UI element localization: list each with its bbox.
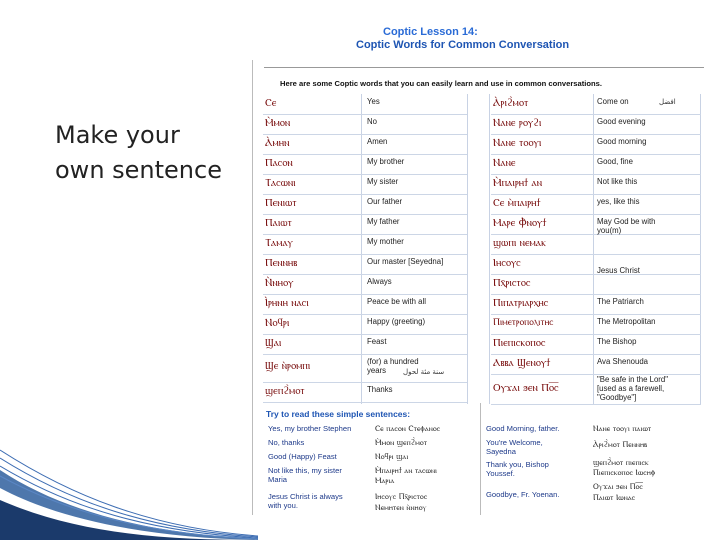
coptic-word: Ⲥⲉ <box>265 97 277 109</box>
practice-coptic: Ⲛⲟϥⲣⲓ ϣⲁⲓ <box>375 452 409 461</box>
english-meaning: (for) a hundred <box>367 357 419 366</box>
practice-heading: Try to read these simple sentences: <box>266 409 411 419</box>
vocab-row-right <box>491 134 701 155</box>
coptic-word: Ⲡⲓⲙⲉⲧⲣⲟⲡⲟⲗⲓⲧⲏⲥ <box>493 317 554 328</box>
coptic-word: Ⲛⲁⲛⲉ <box>493 157 516 169</box>
practice-english: Good Morning, father. <box>486 424 560 433</box>
vocabulary-table <box>263 94 701 404</box>
caption-line-1: Make your <box>55 121 180 149</box>
arabic-note: سنة مئة لحول <box>403 368 445 376</box>
english-meaning: Always <box>367 277 392 286</box>
vocab-row-right <box>491 374 701 405</box>
coptic-word: Ⲁ̀ⲣⲓϩ̀ⲙⲟⲧ <box>493 97 529 109</box>
coptic-word: Ⲁⲃⲃⲁ Ϣⲉⲛⲟⲩϯ <box>493 357 551 369</box>
coptic-word: Ⲡⲓⲉⲡⲓⲥⲕⲟⲡⲟⲥ <box>493 337 546 349</box>
vocab-row-left <box>263 134 467 155</box>
coptic-word: Ⲟⲩϫⲁⲓ ϧⲉⲛ Ⲡⲟ̅ⲥ̅ <box>493 382 559 394</box>
english-meaning: Ava Shenouda <box>597 357 649 366</box>
vocab-row-right <box>491 274 701 295</box>
vocab-row-right <box>491 294 701 315</box>
vocab-row-right <box>491 214 701 235</box>
english-meaning: My brother <box>367 157 405 166</box>
english-meaning: Come on <box>597 97 629 106</box>
practice-coptic-line2: Ⲙⲁⲣⲓⲁ <box>375 476 395 485</box>
practice-english: Not like this, my sister <box>268 466 342 475</box>
lesson-title: Coptic Lesson 14: <box>383 26 478 38</box>
vocab-row-left <box>263 154 467 175</box>
lesson-document <box>258 0 720 540</box>
vocab-row-right <box>491 234 701 255</box>
decorative-swoosh <box>0 440 258 540</box>
english-meaning: Feast <box>367 337 387 346</box>
practice-coptic: Ⲁ̀ⲣⲓϩ̀ⲙⲟⲧ Ⲡⲉⲛⲛⲏⲃ <box>593 440 648 449</box>
coptic-word: Ⲙ̀ⲙⲟⲛ <box>265 117 291 129</box>
lesson-subtitle: Coptic Words for Common Conversation <box>356 39 570 51</box>
english-meaning: The Metropolitan <box>597 317 656 326</box>
english-meaning: Jesus Christ <box>597 266 640 275</box>
english-meaning: Peace be with all <box>367 297 426 306</box>
english-meaning: My sister <box>367 177 399 186</box>
vocab-row-right <box>491 174 701 195</box>
coptic-word: Ⲡⲓⲡⲁⲧⲣⲓⲁⲣⲭⲏⲥ <box>493 297 549 309</box>
practice-coptic: Ⲟⲩϫⲁⲓ ϧⲉⲛ Ⲡⲟ̅ⲥ̅ <box>593 482 643 491</box>
english-meaning-line2: years <box>367 366 387 375</box>
vocab-row-right <box>491 334 701 355</box>
english-meaning: May God be with <box>597 217 656 226</box>
english-meaning: My father <box>367 217 400 226</box>
practice-english: Jesus Christ is always <box>268 492 343 501</box>
practice-coptic: Ⲥⲉ ⲡⲁⲥⲟⲛ Ⲥⲧⲉⲫⲁⲛⲟⲥ <box>375 424 441 433</box>
practice-divider <box>480 403 481 515</box>
english-meaning: Thanks <box>367 385 393 394</box>
intro-text: Here are some Coptic words that you can easily learn and use in common conversations. <box>280 79 602 88</box>
english-meaning: Good morning <box>597 137 647 146</box>
english-meaning: "Be safe in the Lord" <box>597 375 668 384</box>
coptic-word: Ⲁ̀ⲙⲏⲛ <box>265 137 290 149</box>
vocab-row-right <box>491 114 701 135</box>
practice-english-line2: Sayedna <box>486 447 516 456</box>
practice-coptic: Ⲙ̀ⲡⲁⲓⲣⲏϯ ⲁⲛ ⲧⲁⲥⲱⲛⲓ <box>375 466 437 475</box>
vocab-row-left <box>263 114 467 135</box>
practice-english-line2: with you. <box>268 501 298 510</box>
coptic-word: Ⲡⲁⲓⲱⲧ <box>265 217 292 229</box>
english-meaning: My mother <box>367 237 404 246</box>
english-meaning-line2: you(m) <box>597 226 622 235</box>
arabic-note: افضل <box>659 98 676 106</box>
vocab-row-left <box>263 354 467 383</box>
coptic-word: Ⲙⲁⲣⲉ Ⲫ̀ⲛⲟⲩϯ <box>493 217 547 229</box>
practice-coptic: ϣⲉⲡϩ̀ⲙⲟⲧ ⲡⲓⲉⲡⲓⲥⲕ <box>593 458 649 467</box>
practice-english: No, thanks <box>268 438 305 447</box>
english-meaning: No <box>367 117 377 126</box>
coptic-word: Ϣⲁⲓ <box>265 337 282 349</box>
coptic-word: Ⲛ̀ⲛⲏⲟⲩ <box>265 277 294 289</box>
vocab-row-right <box>491 154 701 175</box>
english-meaning-line3: "Goodbye"] <box>597 393 637 402</box>
english-meaning: Our master [Seyedna] <box>367 257 444 266</box>
english-meaning: Yes <box>367 97 380 106</box>
vocab-row-left <box>263 94 467 115</box>
vocab-row-left <box>263 334 467 355</box>
practice-english: Good (Happy) Feast <box>268 452 337 461</box>
vocab-row-left <box>263 314 467 335</box>
caption-line-2: own sentence <box>55 156 222 184</box>
coptic-word: Ⲓⲏⲥⲟⲩⲥ <box>493 257 521 269</box>
english-meaning: Our father <box>367 197 403 206</box>
english-meaning: Good evening <box>597 117 646 126</box>
coptic-word: Ⲧⲁⲥⲱⲛⲓ <box>265 177 296 189</box>
practice-english-line2: Youssef. <box>486 469 515 478</box>
practice-coptic: Ⲓⲏⲥⲟⲩⲥ Ⲡⲭ̄ⲣⲓⲥⲧⲟⲥ <box>375 492 428 501</box>
coptic-word: ϣⲱⲡⲓ ⲛⲉⲙⲁⲕ <box>493 237 546 249</box>
practice-coptic: Ⲙ̀ⲙⲟⲛ ϣⲉⲡϩ̀ⲙⲟⲧ <box>375 438 428 447</box>
practice-english: Yes, my brother Stephen <box>268 424 352 433</box>
english-meaning: The Patriarch <box>597 297 644 306</box>
document-left-border <box>252 60 253 515</box>
practice-english-line2: Maria <box>268 475 287 484</box>
vocab-row-left <box>263 234 467 255</box>
vocab-row-left <box>263 174 467 195</box>
practice-coptic: Ⲛⲁⲛⲉ ⲧⲟⲟⲩⲓ ⲡⲁⲓⲱⲧ <box>593 424 652 433</box>
english-meaning: The Bishop <box>597 337 637 346</box>
practice-english: Thank you, Bishop <box>486 460 549 469</box>
practice-coptic-line2: Ⲛⲉⲙⲏⲧⲉⲛ ⲛ̀ⲛⲏⲟⲩ <box>375 503 427 512</box>
vocab-row-left <box>263 294 467 315</box>
coptic-word: Ⲡⲭ̄ⲣⲓⲥⲧⲟⲥ <box>493 277 531 289</box>
english-meaning: Happy (greeting) <box>367 317 426 326</box>
vocab-row-left <box>263 274 467 295</box>
vocab-row-right <box>491 354 701 375</box>
coptic-word: Ⲥⲉ ⲙ̀ⲡⲁⲓⲣⲏϯ <box>493 197 541 209</box>
slide-left-panel <box>0 0 258 540</box>
vocab-row-left <box>263 194 467 215</box>
coptic-word: Ⲛⲁⲛⲉ ⲧⲟⲟⲩⲓ <box>493 137 542 149</box>
column-divider <box>489 94 490 404</box>
english-meaning: Not like this <box>597 177 638 186</box>
coptic-word: Ⲡⲁⲥⲟⲛ <box>265 157 293 169</box>
practice-coptic-line2: Ⲡⲓⲉⲡⲓⲥⲕⲟⲡⲟⲥ Ⲓⲱⲥⲏⲫ <box>593 468 656 477</box>
coptic-word: Ⲓ̀ⲣⲏⲛⲏ ⲛⲁⲥⲓ <box>265 297 309 309</box>
coptic-word: Ⲛⲁⲛⲉ ⲣⲟⲩϩⲓ <box>493 117 542 129</box>
vocab-row-right <box>491 194 701 215</box>
coptic-word: Ⲧⲁⲙⲁⲩ <box>265 237 293 249</box>
english-meaning: Amen <box>367 137 388 146</box>
slide-caption <box>55 118 222 188</box>
coptic-word: Ⲛⲟϥⲣⲓ <box>265 317 290 329</box>
vocab-row-left <box>263 214 467 235</box>
practice-coptic-line2: Ⲡⲁⲓⲱⲧ Ⲓⲱⲛⲁⲥ <box>593 493 636 502</box>
vocab-row-right <box>491 94 701 115</box>
english-meaning-line2: [used as a farewell, <box>597 384 665 393</box>
vocab-row-left <box>263 254 467 275</box>
english-meaning: Good, fine <box>597 157 633 166</box>
column-divider <box>467 94 468 404</box>
vocab-row-right <box>491 254 701 275</box>
practice-english: You're Welcome, <box>486 438 543 447</box>
coptic-word: ϣⲉⲡϩ̀ⲙⲟⲧ <box>265 385 305 397</box>
coptic-word: Ⲙ̀ⲡⲁⲓⲣⲏϯ ⲁⲛ <box>493 177 543 189</box>
header-divider <box>264 67 704 68</box>
coptic-word: Ⲡⲉⲛⲓⲱⲧ <box>265 197 297 209</box>
vocab-row-right <box>491 314 701 335</box>
practice-english: Goodbye, Fr. Yoenan. <box>486 490 560 499</box>
coptic-word: Ⲡⲉⲛⲛⲏⲃ <box>265 257 298 269</box>
vocab-row-left <box>263 382 467 403</box>
coptic-word: Ϣⲉ ⲛ̀ⲣⲟⲙⲡⲓ <box>265 360 311 372</box>
english-meaning: yes, like this <box>597 197 640 206</box>
